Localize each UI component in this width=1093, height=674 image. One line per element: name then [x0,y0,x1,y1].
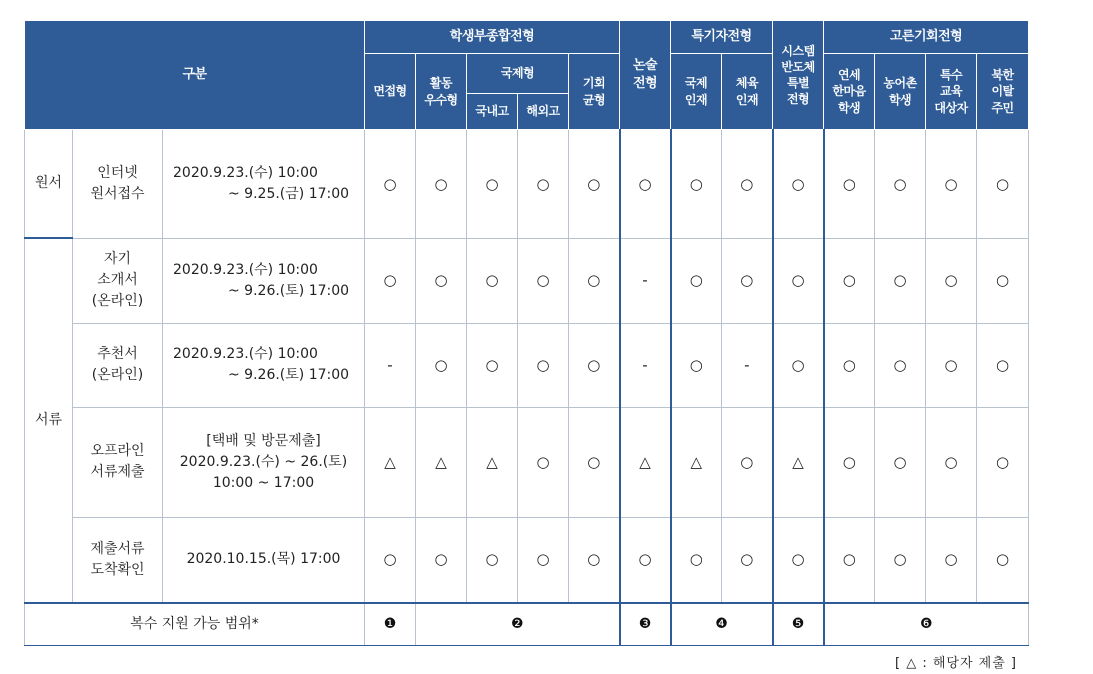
header-yonsei-hanmaeum: 연세 한마음 학생 [824,54,875,130]
mark-cell: ○ [518,130,569,239]
mark-cell: ○ [875,238,926,323]
mark-cell: ○ [977,238,1029,323]
mark-cell: ○ [722,407,773,517]
row-item: 인터넷 원서접수 [73,130,163,239]
mark-cell: ○ [875,130,926,239]
mark-cell: ○ [569,130,620,239]
group-number-4: ❹ [671,603,773,646]
mark-cell: ○ [416,323,467,407]
header-category: 구분 [25,21,365,130]
header-group-essay: 논술 전형 [620,21,671,130]
mark-cell: ○ [977,323,1029,407]
header-north-korean: 북한 이탈 주민 [977,54,1029,130]
mark-cell: ○ [518,407,569,517]
header-intl-talent: 국제 인재 [671,54,722,130]
mark-cell: ○ [824,130,875,239]
mark-cell: ○ [773,130,824,239]
row-date: 2020.9.23.(수) 10:00 ~ 9.26.(토) 17:00 [163,238,365,323]
header-group-equal-opportunity: 고른기회전형 [824,21,1029,54]
group-number-1: ❶ [365,603,416,646]
group-number-5: ❺ [773,603,824,646]
mark-cell: ○ [824,238,875,323]
mark-cell: ○ [977,517,1029,603]
mark-cell: - [620,323,671,407]
mark-cell: ○ [518,323,569,407]
mark-cell: ○ [671,517,722,603]
header-group-semiconductor: 시스템 반도체 특별 전형 [773,21,824,130]
header-overseas-hs: 해외고 [518,94,569,130]
row-date: [택배 및 방문제출] 2020.9.23.(수) ~ 26.(토) 10:00 ~ 17:00 [163,407,365,517]
header-opportunity-balance: 기회 균형 [569,54,620,130]
header-activity: 활동 우수형 [416,54,467,130]
table-row [25,517,1029,603]
mark-cell: ○ [569,323,620,407]
mark-cell: ○ [467,130,518,239]
table-row [25,130,1029,239]
mark-cell: ○ [365,517,416,603]
multiple-application-row [25,603,1029,646]
mark-cell: ○ [926,130,977,239]
mark-cell: △ [365,407,416,517]
mark-cell: ○ [722,238,773,323]
mark-cell: ○ [518,517,569,603]
mark-cell: ○ [416,238,467,323]
mark-cell: ○ [467,517,518,603]
mark-cell: ○ [722,517,773,603]
mark-cell: ○ [926,238,977,323]
group-number-6: ❻ [824,603,1029,646]
header-special-edu: 특수 교육 대상자 [926,54,977,130]
mark-cell: ○ [926,323,977,407]
header-domestic-hs: 국내고 [467,94,518,130]
mark-cell: ○ [773,323,824,407]
mark-cell: ○ [773,517,824,603]
mark-cell: ○ [977,407,1029,517]
mark-cell: ○ [416,130,467,239]
mark-cell: ○ [416,517,467,603]
mark-cell: ○ [569,407,620,517]
row-date: 2020.9.23.(수) 10:00 ~ 9.25.(금) 17:00 [163,130,365,239]
multiple-application-label: 복수 지원 가능 범위* [25,603,365,646]
mark-cell: - [365,323,416,407]
row-date: 2020.10.15.(목) 17:00 [163,517,365,603]
mark-cell: ○ [773,238,824,323]
group-number-2: ❷ [416,603,620,646]
mark-cell: ○ [671,323,722,407]
mark-cell: ○ [926,407,977,517]
mark-cell: △ [620,407,671,517]
admission-schedule-table [24,20,1029,646]
mark-cell: ○ [365,238,416,323]
mark-cell: ○ [620,130,671,239]
mark-cell: △ [416,407,467,517]
mark-cell: ○ [977,130,1029,239]
mark-cell: ○ [620,517,671,603]
header-group-comprehensive: 학생부종합전형 [365,21,620,54]
mark-cell: ○ [671,130,722,239]
row-category: 서류 [25,238,73,603]
mark-cell: ○ [824,323,875,407]
mark-cell: ○ [467,323,518,407]
table-row [25,238,1029,323]
header-interview: 면접형 [365,54,416,130]
row-item: 자기 소개서 (온라인) [73,238,163,323]
mark-cell: ○ [569,238,620,323]
mark-cell: ○ [824,407,875,517]
mark-cell: ○ [875,517,926,603]
mark-cell: △ [773,407,824,517]
mark-cell: ○ [569,517,620,603]
mark-cell: ○ [365,130,416,239]
mark-cell: ○ [722,130,773,239]
row-item: 오프라인 서류제출 [73,407,163,517]
row-item: 제출서류 도착확인 [73,517,163,603]
mark-cell: ○ [875,323,926,407]
mark-cell: ○ [467,238,518,323]
table-row [25,407,1029,517]
mark-cell: ○ [824,517,875,603]
mark-cell: ○ [518,238,569,323]
row-date: 2020.9.23.(수) 10:00 ~ 9.26.(토) 17:00 [163,323,365,407]
mark-cell: ○ [875,407,926,517]
header-group-special-talent: 특기자전형 [671,21,773,54]
header-international: 국제형 [467,54,569,94]
mark-cell: △ [671,407,722,517]
header-sports-talent: 체육 인재 [722,54,773,130]
mark-cell: ○ [926,517,977,603]
group-number-3: ❸ [620,603,671,646]
mark-cell: △ [467,407,518,517]
mark-cell: ○ [671,238,722,323]
row-item: 추천서 (온라인) [73,323,163,407]
row-category: 원서 [25,130,73,239]
legend-note: [ △ : 해당자 제출 ] [895,656,1017,671]
mark-cell: - [722,323,773,407]
mark-cell: - [620,238,671,323]
header-rural: 농어촌 학생 [875,54,926,130]
table-row [25,323,1029,407]
